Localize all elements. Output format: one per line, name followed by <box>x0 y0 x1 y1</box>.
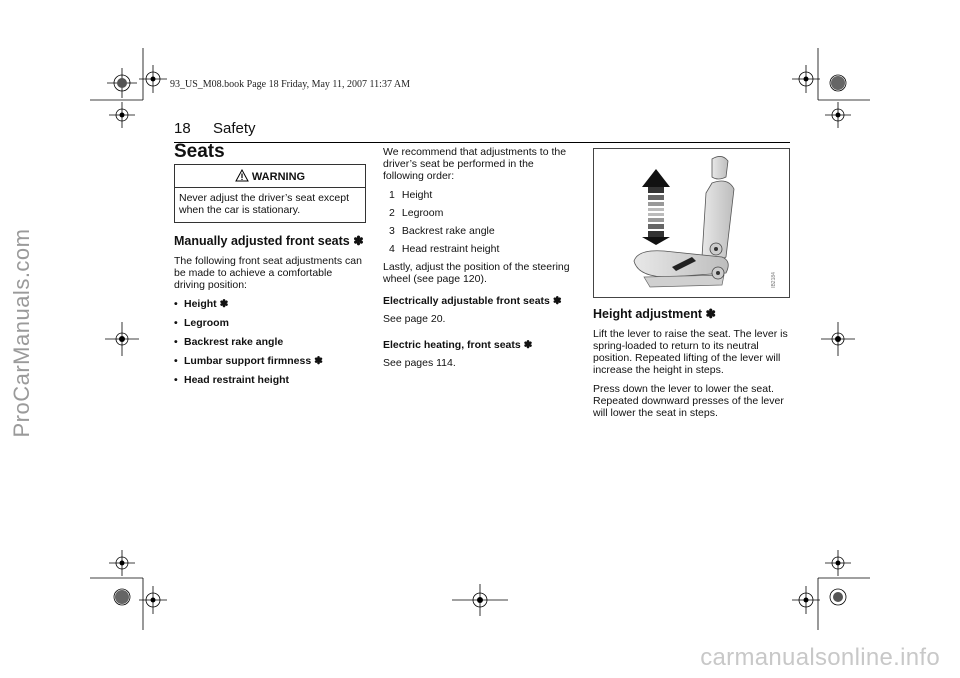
seat-heating-heading: Electric heating, front seats ✽ <box>383 339 533 351</box>
warning-label: WARNING <box>251 171 306 183</box>
warning-text: Never adjust the driver’s seat except when the car is stationary. <box>179 192 350 216</box>
bottom-watermark: carmanualsonline.info <box>700 644 940 671</box>
electric-seats-text: See page 20. <box>383 313 446 325</box>
option-icon: ✽ <box>705 307 717 321</box>
column-1 <box>174 141 366 393</box>
order-list <box>383 189 575 255</box>
manual-seats-heading: Manually adjusted front seats ✽ <box>174 234 364 248</box>
electric-seats-heading: Electrically adjustable front seats ✽ <box>383 295 562 307</box>
column-2 <box>383 146 575 376</box>
height-adjustment-heading: Height adjustment ✽ <box>593 307 717 321</box>
warning-heading <box>175 165 365 188</box>
option-icon: ✽ <box>314 355 323 367</box>
warning-triangle-icon <box>235 169 249 182</box>
order-intro: We recommend that adjustments to the driver’s seat be performed in the following order: <box>383 146 567 182</box>
list-item: • Head restraint height <box>174 374 366 386</box>
list-item: 3 Backrest rake angle <box>389 225 495 237</box>
warning-box <box>174 164 366 223</box>
list-item: • Height ✽ <box>174 298 366 310</box>
manual-seats-intro: The following front seat adjustments can be made to achieve a comfortable driving position: <box>174 255 362 291</box>
steering-wheel-note: Lastly, adjust the position of the steering wheel (see page 120). <box>383 261 570 285</box>
page-header <box>174 120 790 143</box>
list-item: 4 Head restraint height <box>389 243 500 255</box>
option-icon: ✽ <box>523 339 533 351</box>
option-icon: ✽ <box>219 298 229 310</box>
figure-code: IB2184 <box>770 272 777 288</box>
page-number: 18 <box>174 120 191 137</box>
up-down-arrow-icon <box>642 169 670 245</box>
list-item: 2 Legroom <box>389 207 444 219</box>
file-stamp: 93_US_M08.book Page 18 Friday, May 11, 2007 11:37 AM <box>170 79 410 90</box>
seat-illustration <box>593 148 790 298</box>
list-item: • Backrest rake angle <box>174 336 366 348</box>
list-item: • Legroom <box>174 317 366 329</box>
adjustment-list <box>174 298 366 386</box>
section-title: Safety <box>213 120 256 137</box>
seat-height-drawing <box>594 149 789 297</box>
option-icon: ✽ <box>353 234 364 248</box>
lower-seat-text: Press down the lever to lower the seat. Repeated downward presses of the lever will lower the seat in steps. <box>593 383 784 419</box>
column-3 <box>593 308 791 426</box>
seat-heating-text: See pages 114. <box>383 357 456 369</box>
page-title: Seats <box>174 141 225 162</box>
list-item: • Lumbar support firmness ✽ <box>174 355 366 367</box>
option-icon: ✽ <box>552 295 562 307</box>
raise-seat-text: Lift the lever to raise the seat. The lever is spring-loaded to return to its neutral position. Repeated lifting of the lever will increase the height in steps. <box>593 328 788 376</box>
list-item: 1 Height <box>389 189 433 201</box>
side-watermark: ProCarManuals.com <box>9 228 34 438</box>
